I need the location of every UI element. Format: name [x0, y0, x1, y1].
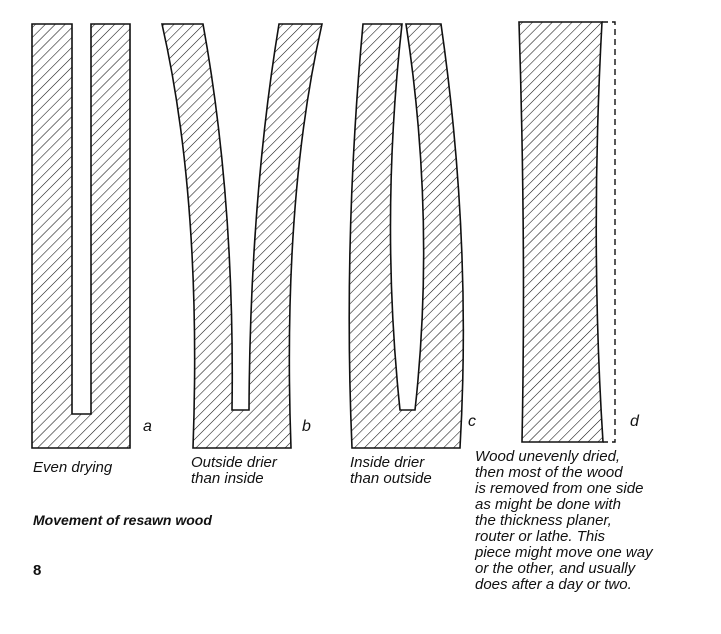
caption-line: than inside: [191, 470, 264, 487]
caption-line: Outside drier: [191, 454, 277, 471]
panel-c-letter: c: [468, 413, 476, 430]
panel-b-board: [162, 24, 322, 448]
panel-d-board: [519, 22, 615, 442]
caption-line: Even drying: [33, 459, 113, 476]
caption-line: than outside: [350, 470, 432, 487]
caption-line: Wood unevenly dried,: [475, 448, 621, 465]
panel-d-letter: d: [630, 413, 639, 430]
caption-line: Inside drier: [350, 454, 425, 471]
caption-line: the thickness planer,: [475, 512, 612, 529]
panel-b-caption: [191, 455, 277, 487]
caption-line: is removed from one side: [475, 480, 644, 497]
figure-title: Movement of resawn wood: [33, 512, 212, 528]
panel-c-caption: [350, 455, 432, 487]
caption-line: router or lathe. This: [475, 528, 606, 545]
caption-line: or the other, and usually: [475, 560, 636, 577]
caption-line: piece might move one way: [475, 544, 653, 561]
removed-wood-outline: [602, 22, 615, 442]
panel-a-letter: a: [143, 418, 152, 435]
caption-line: as might be done with: [475, 496, 621, 513]
panel-c-board: [349, 24, 463, 448]
panel-b-letter: b: [302, 418, 311, 435]
panel-a-caption: [33, 460, 112, 476]
panel-d-caption: [475, 449, 653, 593]
panel-a-board: [32, 24, 130, 448]
caption-line: does after a day or two.: [475, 576, 632, 593]
caption-line: then most of the wood: [475, 464, 623, 481]
page-number: 8: [33, 562, 42, 579]
